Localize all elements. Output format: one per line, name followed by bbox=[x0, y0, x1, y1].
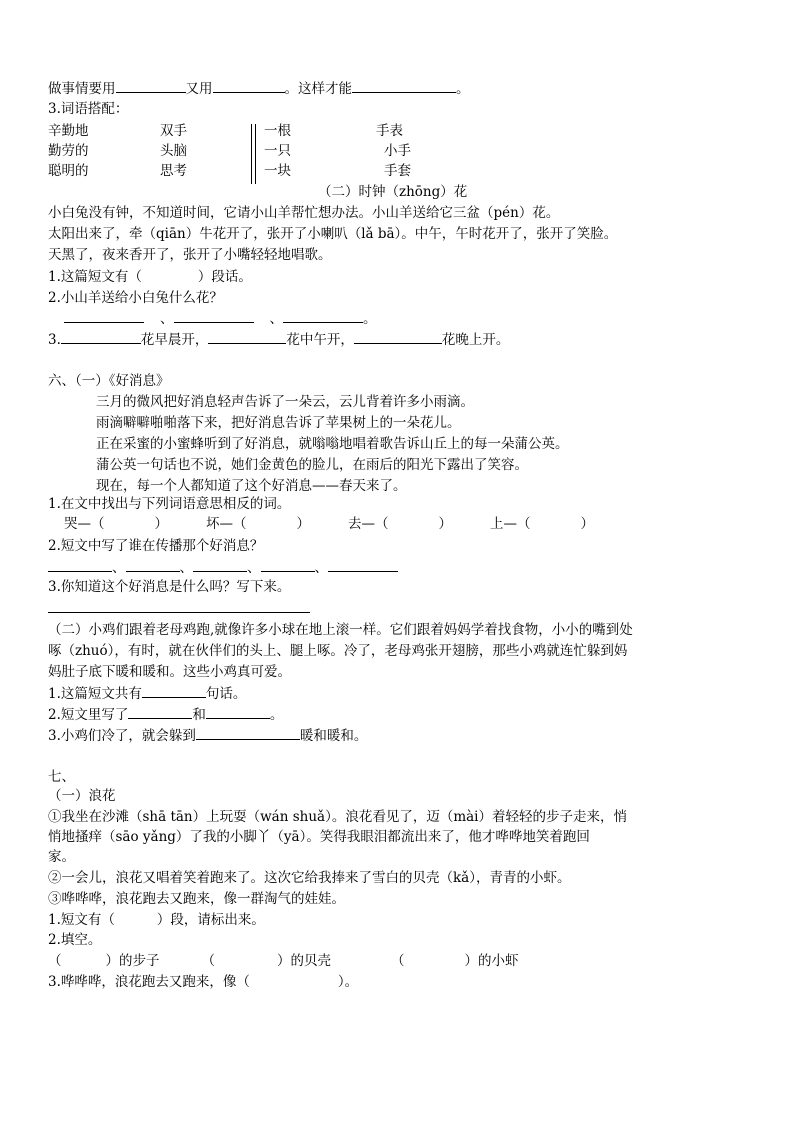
question bbox=[48, 267, 252, 287]
answer-blank[interactable] bbox=[48, 557, 112, 572]
text: ） bbox=[438, 516, 452, 532]
match-right-b-2: 手套 bbox=[384, 163, 411, 179]
text: ） bbox=[580, 516, 594, 532]
text: ）的贝壳 bbox=[277, 953, 331, 969]
section-title: （二）时钟（zhōng）花 bbox=[318, 184, 468, 200]
text: 去—（ bbox=[348, 516, 389, 532]
answer-blank[interactable] bbox=[126, 557, 180, 572]
paragraph: 正在采蜜的小蜜蜂听到了好消息，就嗡嗡地唱着歌告诉山丘上的每一朵蒲公英。 bbox=[96, 436, 569, 452]
match-right-a-0: 一根 bbox=[264, 123, 291, 139]
fill-row bbox=[48, 951, 519, 971]
text: 、 bbox=[247, 560, 261, 576]
question: 3.你知道这个好消息是什么吗？写下来。 bbox=[48, 579, 291, 595]
paragraph: ②一会儿，浪花又唱着笑着跑来了。这次它给我捧来了雪白的贝壳（kǎ），青青的小虾。 bbox=[48, 870, 571, 886]
answer-blank[interactable] bbox=[206, 704, 270, 719]
paragraph: 天黑了，夜来香开了，张开了小嘴轻轻地唱歌。 bbox=[48, 247, 332, 263]
paragraph: 妈肚子底下暖和暖和。这些小鸡真可爱。 bbox=[48, 664, 291, 680]
match-mid-0: 双手 bbox=[160, 123, 187, 139]
text: 句话。 bbox=[205, 686, 247, 702]
text: 1.这篇短文共有 bbox=[48, 686, 142, 702]
paragraph: ③哗哗哗，浪花跑去又跑来，像一群淘气的娃娃。 bbox=[48, 891, 345, 907]
paragraph: ①我坐在沙滩（shā tān）上玩耍（wán shuǎ）。浪花看见了，迈（mài）着轻轻的步子走来，悄 bbox=[48, 809, 628, 825]
text: ） bbox=[154, 516, 168, 532]
text: （ bbox=[391, 953, 405, 969]
text: 3.小鸡们冷了，就会躲到 bbox=[48, 728, 196, 744]
antonym-row bbox=[64, 514, 594, 534]
match-mid-2: 思考 bbox=[160, 163, 187, 179]
answer-blank[interactable] bbox=[354, 329, 442, 344]
match-left-0: 辛勤地 bbox=[48, 123, 89, 139]
text: 3.哗哗哗，浪花跑去又跑来，像（ bbox=[48, 974, 250, 990]
answer-blank[interactable] bbox=[61, 329, 141, 344]
text: 和 bbox=[192, 707, 206, 723]
answer-blank[interactable] bbox=[64, 308, 144, 323]
question bbox=[48, 910, 265, 930]
text: 、 bbox=[314, 560, 328, 576]
answer-blank[interactable] bbox=[352, 78, 456, 93]
text: 、 bbox=[269, 311, 283, 327]
paragraph: 蒲公英一句话也不说，她们金黄色的脸儿，在雨后的阳光下露出了笑容。 bbox=[96, 457, 528, 473]
text: ）段，请标出来。 bbox=[156, 912, 265, 928]
text: ）的小虾 bbox=[464, 953, 519, 969]
match-right-b-1: 小手 bbox=[384, 143, 411, 159]
question bbox=[48, 704, 283, 725]
paragraph: 雨滴噼噼啪啪落下来，把好消息告诉了苹果树上的一朵花儿。 bbox=[96, 415, 461, 431]
match-mid-1: 头脑 bbox=[160, 143, 187, 159]
text: （ bbox=[201, 953, 215, 969]
paragraph: 现在，每一个人都知道了这个好消息——春天来了。 bbox=[96, 478, 407, 494]
paragraph: 悄地搔痒（sāo yǎng）了我的小脚丫（yā）。笑得我眼泪都流出来了，他才哗哗地笑着跑回 bbox=[48, 829, 590, 845]
section-title: （一）浪花 bbox=[48, 788, 116, 804]
text: 上—（ bbox=[490, 516, 531, 532]
match-right-b-0: 手表 bbox=[376, 123, 403, 139]
text: 又用 bbox=[185, 81, 213, 97]
match-right-a-2: 一块 bbox=[264, 163, 291, 179]
answer-blank[interactable] bbox=[174, 308, 254, 323]
text: 、 bbox=[179, 560, 193, 576]
text: 1.这篇短文有（ bbox=[48, 269, 142, 285]
text: ）。 bbox=[337, 974, 359, 990]
answer-blank[interactable] bbox=[283, 308, 363, 323]
question bbox=[48, 329, 509, 350]
paragraph: （二）小鸡们跟着老母鸡跑,就像许多小球在地上滚一样。它们跟着妈妈学着找食物，小小的嘴到处 bbox=[48, 622, 633, 638]
text: 。这样才能 bbox=[284, 81, 352, 97]
text: 暖和暖和。 bbox=[299, 728, 368, 744]
paragraph: 三月的微风把好消息轻声告诉了一朵云，云儿背着许多小雨滴。 bbox=[96, 394, 474, 410]
text: 坏—（ bbox=[206, 516, 247, 532]
question bbox=[48, 683, 246, 704]
question: 1.在文中找出与下列词语意思相反的词。 bbox=[48, 496, 291, 512]
answer-blank[interactable] bbox=[328, 557, 398, 572]
text: 花早晨开， bbox=[140, 332, 209, 348]
text: 花晚上开。 bbox=[441, 332, 510, 348]
match-left-1: 勤劳的 bbox=[48, 143, 89, 159]
text: 、 bbox=[160, 311, 174, 327]
text: 。 bbox=[363, 311, 377, 327]
question: 2.小山羊送给小白兔什么花？ bbox=[48, 290, 223, 306]
section-heading: 六、（一）《好消息》 bbox=[48, 373, 170, 389]
paragraph: 小白兔没有钟，不知道时间，它请小山羊帮忙想办法。小山羊送给它三盆（pén）花。 bbox=[48, 205, 560, 221]
answer-blank[interactable] bbox=[208, 329, 286, 344]
match-left-2: 聪明的 bbox=[48, 163, 89, 179]
question bbox=[48, 725, 367, 746]
divider-line bbox=[255, 124, 256, 184]
answer-blank[interactable] bbox=[193, 557, 247, 572]
text: 3. bbox=[48, 332, 61, 348]
text: 做事情要用 bbox=[48, 81, 116, 97]
text: 花中午开， bbox=[286, 332, 354, 348]
match-right-a-1: 一只 bbox=[264, 143, 291, 159]
answer-row bbox=[64, 308, 377, 329]
answer-blank[interactable] bbox=[261, 557, 315, 572]
paragraph: 啄（zhuó），有时，就在伙伴们的头上、腿上啄。冷了，老母鸡张开翅膀，那些小鸡就连忙躲到妈 bbox=[48, 643, 628, 659]
question bbox=[48, 972, 358, 992]
text: 1.短文有（ bbox=[48, 912, 115, 928]
answer-blank[interactable] bbox=[213, 78, 285, 93]
text: ） bbox=[296, 516, 310, 532]
answer-blank[interactable] bbox=[196, 725, 300, 740]
answer-blank[interactable] bbox=[128, 704, 192, 719]
fill-line-1 bbox=[48, 78, 470, 99]
answer-blank[interactable] bbox=[48, 598, 310, 613]
section-heading: 七、 bbox=[48, 769, 75, 785]
answer-row bbox=[48, 557, 398, 578]
text: ）段话。 bbox=[197, 269, 252, 285]
text: （ bbox=[48, 953, 62, 969]
text: 哭—（ bbox=[64, 516, 105, 532]
answer-blank[interactable] bbox=[142, 683, 206, 698]
paragraph: 家。 bbox=[48, 849, 75, 865]
text: 、 bbox=[112, 560, 126, 576]
text: 2.短文里写了 bbox=[48, 707, 129, 723]
divider-line bbox=[251, 124, 252, 184]
text: 。 bbox=[269, 707, 284, 723]
question: 2.填空。 bbox=[48, 932, 102, 948]
text: ）的步子 bbox=[105, 953, 160, 969]
question: 2.短文中写了谁在传播那个好消息？ bbox=[48, 538, 264, 554]
answer-blank[interactable] bbox=[116, 78, 186, 93]
question-word-match: 3.词语搭配： bbox=[48, 101, 129, 117]
text: 。 bbox=[456, 81, 470, 97]
answer-row bbox=[48, 598, 310, 619]
paragraph: 太阳出来了，牵（qiān）牛花开了，张开了小喇叭（lǎ bā）。中午，午时花开了，张开了笑脸。 bbox=[48, 226, 618, 242]
